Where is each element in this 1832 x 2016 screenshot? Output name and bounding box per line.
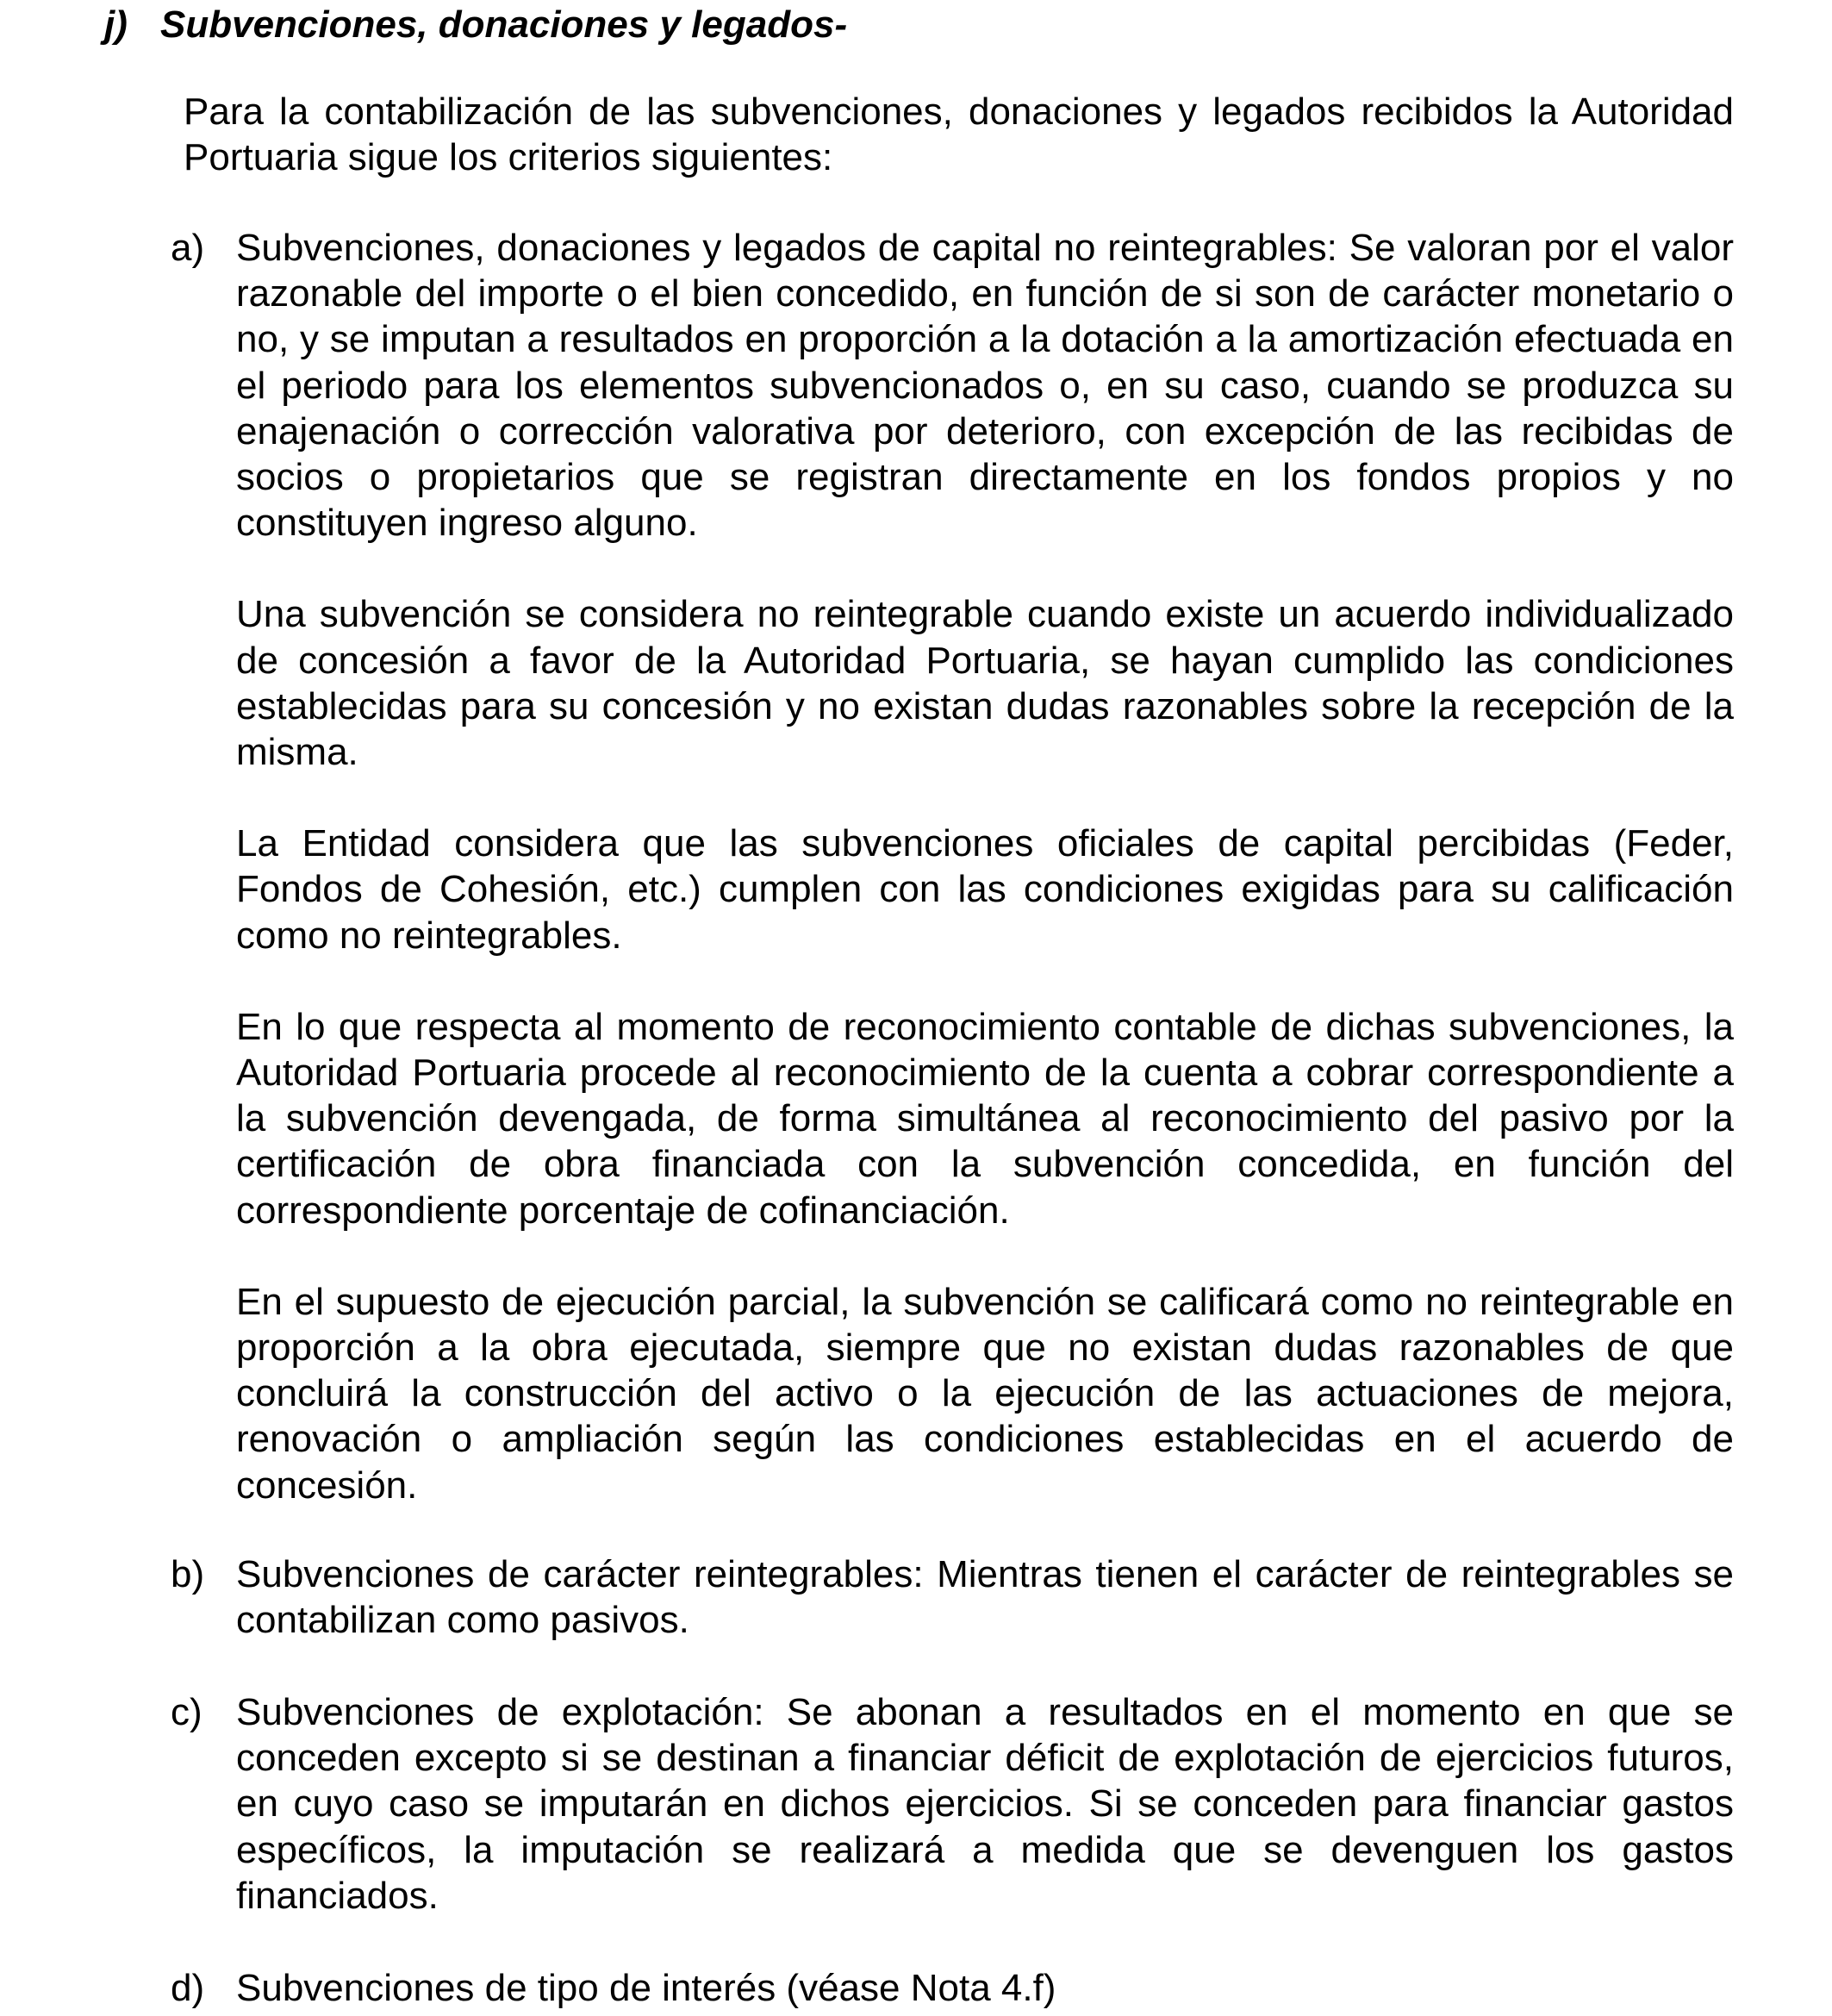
list-item-d <box>171 1965 1734 2011</box>
item-a-paragraph-5: En el supuesto de ejecución parcial, la subvención se calificará como no reintegrable en proporción a la obra ejecutada, siempre que no existan dudas razonables de que concluirá la construcción del activo o la ejecución de las actuaciones de mejora, renovación o ampliación según las condiciones establecidas en el acuerdo de concesión. <box>236 1280 1734 1507</box>
item-c-paragraph-1: Subvenciones de explotación: Se abonan a resultados en el momento en que se conceden excepto si se destinan a financiar déficit de explotación de ejercicios futuros, en cuyo caso se imputarán en dichos ejercicios. Si se conceden para financiar gastos específicos, la imputación se realizará a medida que se devenguen los gastos financiados. <box>236 1691 1734 1917</box>
section-marker: j) <box>104 3 128 46</box>
list-marker-b: b) <box>171 1553 205 1595</box>
list-item-c-body <box>236 1689 1734 1919</box>
item-a-paragraph-1: Subvenciones, donaciones y legados de capital no reintegrables: Se valoran por el valor razonable del importe o el bien concedido, en función de si son de carácter monetario o no, y se imputan a resultados en proporción a la dotación a la amortización efectuada en el periodo para los elementos subvencionados o, en su caso, cuando se produzca su enajenación o corrección valorativa por deterioro, con excepción de las recibidas de socios o propietarios que se registran directamente en los fondos propios y no constituyen ingreso alguno. <box>236 227 1734 545</box>
list-item-a <box>171 225 1734 1508</box>
item-a-paragraph-2: Una subvención se considera no reintegrable cuando existe un acuerdo individualizado de concesión a favor de la Autoridad Portuaria, se hayan cumplido las condiciones establecidas para su concesión y no existan dudas razonables sobre la recepción de la misma. <box>236 593 1734 774</box>
list-item-c <box>171 1689 1734 1919</box>
list-item-b <box>171 1551 1734 1643</box>
section-title: Subvenciones, donaciones y legados- <box>160 3 848 46</box>
intro-paragraph: Para la contabilización de las subvenciones, donaciones y legados recibidos la Autoridad Portuaria sigue los criterios siguientes: <box>184 91 1734 179</box>
list-marker-d: d) <box>171 1967 205 2009</box>
item-a-paragraph-3: La Entidad considera que las subvenciones oficiales de capital percibidas (Feder, Fondos de Cohesión, etc.) cumplen con las condiciones exigidas para su calificación como no reintegrables. <box>236 822 1734 957</box>
item-a-paragraph-4: En lo que respecta al momento de reconocimiento contable de dichas subvenciones, la Autoridad Portuaria procede al reconocimiento de la cuenta a cobrar correspondiente a la subvención devengada, de forma simultánea al reconocimiento del pasivo por la certificación de obra financiada con la subvención concedida, en función del correspondiente porcentaje de cofinanciación. <box>236 1005 1734 1232</box>
item-d-paragraph-1: Subvenciones de tipo de interés (véase Nota 4.f) <box>236 1967 1056 2009</box>
list-item-b-body <box>236 1551 1734 1643</box>
list-marker-c: c) <box>171 1691 203 1733</box>
item-b-paragraph-1: Subvenciones de carácter reintegrables: Mientras tienen el carácter de reintegrables se contabilizan como pasivos. <box>236 1553 1734 1642</box>
list-item-d-body <box>236 1965 1734 2011</box>
section-heading <box>104 0 847 50</box>
list-marker-a: a) <box>171 227 205 269</box>
list-item-a-body <box>236 225 1734 1508</box>
